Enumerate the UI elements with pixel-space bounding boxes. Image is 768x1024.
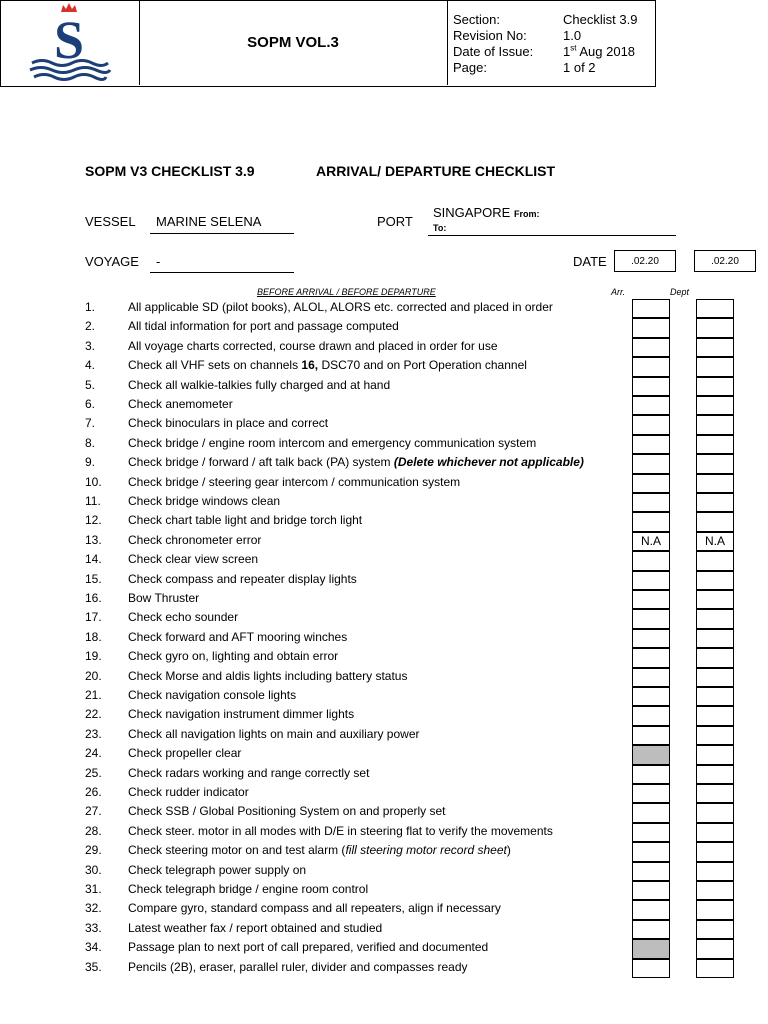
item-number: 12.: [85, 513, 102, 528]
arrival-checkbox[interactable]: N.A: [632, 532, 670, 551]
departure-date-field[interactable]: .02.20: [694, 250, 756, 272]
item-number: 16.: [85, 591, 102, 605]
item-text: Check chronometer error: [128, 532, 262, 547]
item-text: Check bridge / engine room intercom and emergency communication system: [128, 435, 537, 450]
arrival-checkbox[interactable]: [632, 396, 670, 415]
item-text: All applicable SD (pilot books), ALOL, ALORS etc. corrected and placed in order: [128, 300, 553, 314]
meta-labels: [453, 12, 533, 76]
item-text: Check clear view screen: [128, 552, 259, 567]
arrival-checkbox[interactable]: [632, 726, 670, 745]
voyage-label: VOYAGE: [85, 254, 139, 269]
departure-checkbox[interactable]: [696, 959, 734, 978]
departure-checkbox[interactable]: [696, 474, 734, 493]
departure-checkbox[interactable]: [696, 920, 734, 939]
page-value: 1 of 2: [563, 60, 596, 75]
date-label: DATE: [573, 254, 607, 269]
departure-checkbox[interactable]: [696, 668, 734, 687]
departure-checkbox[interactable]: [696, 881, 734, 900]
item-number: 13.: [85, 532, 102, 547]
departure-checkbox[interactable]: [696, 726, 734, 745]
item-text: Check bridge windows clean: [128, 494, 281, 508]
item-number: 2.: [85, 319, 96, 334]
voyage-field[interactable]: -: [150, 254, 294, 273]
item-number: 10.: [85, 474, 102, 489]
departure-checkbox[interactable]: [696, 745, 734, 764]
departure-checkbox[interactable]: [696, 338, 734, 357]
arrival-checkbox[interactable]: [632, 318, 670, 337]
item-text: Check bridge / forward / aft talk back (PA) system (Delete whichever not applicable): [128, 455, 584, 470]
arrival-checkbox[interactable]: [632, 862, 670, 881]
item-number: 7.: [85, 416, 96, 431]
port-field[interactable]: [428, 205, 676, 236]
vessel-field[interactable]: MARINE SELENA: [150, 214, 294, 234]
item-number: 9.: [85, 455, 96, 470]
logo-s-waves-icon: [0, 0, 139, 85]
item-number: 33.: [85, 920, 102, 935]
item-text: Check forward and AFT mooring winches: [128, 629, 348, 644]
checklist-title: ARRIVAL/ DEPARTURE CHECKLIST: [316, 163, 556, 179]
item-number: 34.: [85, 940, 102, 955]
departure-checkbox[interactable]: [696, 687, 734, 706]
item-number: 11.: [85, 494, 101, 508]
item-number: 35.: [85, 959, 102, 974]
item-text: Pencils (2B), eraser, parallel ruler, divider and compasses ready: [128, 959, 468, 974]
departure-checkbox[interactable]: [696, 493, 734, 512]
item-text: Check chart table light and bridge torch light: [128, 513, 363, 528]
issue-date-value: 1st Aug 2018: [563, 43, 636, 59]
arrival-checkbox[interactable]: [632, 299, 670, 318]
departure-checkbox[interactable]: [696, 396, 734, 415]
to-label: To:: [433, 223, 447, 233]
arrival-checkbox[interactable]: [632, 493, 670, 512]
arrival-checkbox[interactable]: [632, 474, 670, 493]
departure-checkbox[interactable]: [696, 784, 734, 803]
item-text: Check echo sounder: [128, 610, 239, 625]
document-title: SOPM VOL.3: [139, 0, 448, 85]
arrival-checkbox[interactable]: [632, 784, 670, 803]
company-logo: [0, 0, 140, 85]
departure-checkbox[interactable]: [696, 765, 734, 784]
arrival-checkbox[interactable]: [632, 357, 670, 376]
departure-checkbox[interactable]: [696, 512, 734, 531]
item-text: Check Morse and aldis lights including battery status: [128, 668, 408, 683]
item-number: 25.: [85, 765, 102, 780]
departure-checkbox[interactable]: [696, 590, 734, 609]
meta-values: [563, 12, 637, 76]
arrival-checkbox[interactable]: [632, 803, 670, 822]
section-value: Checklist 3.9: [563, 12, 638, 27]
item-number: 28.: [85, 823, 102, 838]
arrival-checkbox[interactable]: [632, 687, 670, 706]
departure-checkbox[interactable]: [696, 823, 734, 842]
item-number: 8.: [85, 435, 96, 450]
vessel-label: VESSEL: [85, 214, 136, 229]
arrival-checkbox[interactable]: [632, 765, 670, 784]
item-text: Check rudder indicator: [128, 785, 249, 799]
arrival-checkbox[interactable]: [632, 823, 670, 842]
item-text: Check all navigation lights on main and auxiliary power: [128, 726, 420, 741]
departure-checkbox[interactable]: [696, 571, 734, 590]
item-text: Check steer. motor in all modes with D/E in steering flat to verify the movements: [128, 823, 553, 838]
arrival-checkbox[interactable]: [632, 900, 670, 919]
port-label: PORT: [377, 214, 413, 229]
departure-checkbox[interactable]: [696, 706, 734, 725]
item-number: 29.: [85, 843, 102, 858]
item-text: Check gyro on, lighting and obtain error: [128, 649, 339, 664]
item-text: Check navigation console lights: [128, 688, 297, 702]
arrival-checkbox[interactable]: [632, 842, 670, 861]
departure-checkbox[interactable]: [696, 318, 734, 337]
arrival-checkbox[interactable]: [632, 881, 670, 900]
arrival-checkbox[interactable]: [632, 939, 670, 958]
item-number: 26.: [85, 785, 102, 799]
item-text: Check anemometer: [128, 397, 233, 411]
svg-text:S: S: [53, 10, 85, 70]
departure-checkbox[interactable]: [696, 862, 734, 881]
item-text: Check binoculars in place and correct: [128, 416, 329, 431]
arrival-date-field[interactable]: .02.20: [614, 250, 676, 272]
arrival-checkbox[interactable]: [632, 959, 670, 978]
item-text: All voyage charts corrected, course drawn and placed in order for use: [128, 338, 498, 353]
arrival-checkbox[interactable]: [632, 920, 670, 939]
arrival-checkbox[interactable]: [632, 338, 670, 357]
revision-label: Revision No:: [453, 28, 527, 43]
item-number: 17.: [85, 610, 102, 625]
item-number: 24.: [85, 746, 102, 761]
issue-date-label: Date of Issue:: [453, 44, 534, 59]
arr-column-header: Arr.: [611, 287, 626, 297]
item-text: Bow Thruster: [128, 591, 200, 605]
page-label: Page:: [453, 60, 487, 75]
document-header: [0, 0, 656, 87]
departure-checkbox[interactable]: [696, 629, 734, 648]
departure-checkbox[interactable]: [696, 299, 734, 318]
from-label: From:: [514, 209, 540, 219]
departure-checkbox[interactable]: [696, 842, 734, 861]
item-text: Check steering motor on and test alarm (fill steering motor record sheet): [128, 843, 511, 858]
item-text: Check bridge / steering gear intercom / communication system: [128, 474, 461, 489]
item-number: 30.: [85, 862, 102, 877]
checklist-code: SOPM V3 CHECKLIST 3.9: [85, 163, 255, 179]
departure-checkbox[interactable]: [696, 609, 734, 628]
item-text: Check propeller clear: [128, 746, 242, 761]
item-number: 20.: [85, 668, 102, 683]
departure-checkbox[interactable]: N.A: [696, 532, 734, 551]
item-number: 3.: [85, 338, 96, 353]
arrival-checkbox[interactable]: [632, 435, 670, 454]
item-text: Check telegraph bridge / engine room control: [128, 882, 369, 896]
departure-checkbox[interactable]: [696, 648, 734, 667]
arrival-checkbox[interactable]: [632, 590, 670, 609]
departure-checkbox[interactable]: [696, 551, 734, 570]
item-number: 4.: [85, 358, 96, 373]
departure-checkbox[interactable]: [696, 377, 734, 396]
item-text: Compare gyro, standard compass and all repeaters, align if necessary: [128, 901, 501, 916]
item-text: Passage plan to next port of call prepared, verified and documented: [128, 940, 489, 955]
departure-checkbox[interactable]: [696, 454, 734, 473]
departure-checkbox[interactable]: [696, 435, 734, 454]
item-text: Check radars working and range correctly set: [128, 765, 370, 780]
item-text: Check navigation instrument dimmer lights: [128, 707, 355, 722]
arrival-checkbox[interactable]: [632, 629, 670, 648]
item-number: 27.: [85, 804, 102, 819]
item-number: 5.: [85, 377, 96, 392]
arrival-checkbox[interactable]: [632, 415, 670, 434]
arrival-checkbox[interactable]: [632, 706, 670, 725]
section-label: Section:: [453, 12, 500, 27]
arrival-checkbox[interactable]: [632, 512, 670, 531]
item-number: 6.: [85, 397, 96, 411]
departure-checkbox[interactable]: [696, 415, 734, 434]
item-text: Check all VHF sets on channels 16, DSC70 and on Port Operation channel: [128, 358, 527, 373]
item-number: 18.: [85, 629, 102, 644]
departure-checkbox[interactable]: [696, 939, 734, 958]
item-number: 19.: [85, 649, 102, 664]
port-value: SINGAPORE: [433, 205, 511, 220]
departure-checkbox[interactable]: [696, 900, 734, 919]
item-text: All tidal information for port and passage computed: [128, 319, 399, 334]
dept-column-header: Dept: [670, 287, 690, 297]
item-number: 22.: [85, 707, 102, 722]
item-number: 21.: [85, 688, 102, 702]
arrival-checkbox[interactable]: [632, 745, 670, 764]
item-text: Check SSB / Global Positioning System on and properly set: [128, 804, 446, 819]
item-number: 31.: [85, 882, 102, 896]
item-text: Check all walkie-talkies fully charged and at hand: [128, 377, 391, 392]
section-column-header: BEFORE ARRIVAL / BEFORE DEPARTURE: [257, 287, 436, 297]
item-text: Check telegraph power supply on: [128, 862, 307, 877]
arrival-checkbox[interactable]: [632, 454, 670, 473]
item-number: 15.: [85, 571, 102, 586]
item-number: 23.: [85, 726, 102, 741]
departure-checkbox[interactable]: [696, 357, 734, 376]
item-text: Latest weather fax / report obtained and studied: [128, 920, 383, 935]
arrival-checkbox[interactable]: [632, 551, 670, 570]
item-text: Check compass and repeater display lights: [128, 571, 357, 586]
arrival-checkbox[interactable]: [632, 648, 670, 667]
arrival-checkbox[interactable]: [632, 668, 670, 687]
arrival-checkbox[interactable]: [632, 571, 670, 590]
item-number: 32.: [85, 901, 102, 916]
arrival-checkbox[interactable]: [632, 377, 670, 396]
revision-value: 1.0: [563, 28, 582, 43]
item-number: 1.: [85, 300, 96, 314]
item-number: 14.: [85, 552, 102, 567]
arrival-checkbox[interactable]: [632, 609, 670, 628]
departure-checkbox[interactable]: [696, 803, 734, 822]
